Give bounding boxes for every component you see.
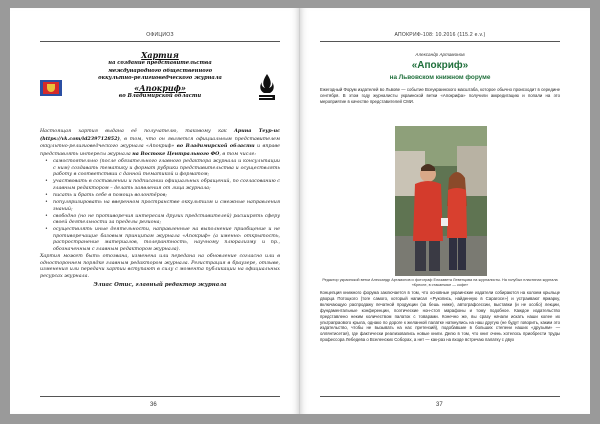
- page-number: 36: [150, 402, 157, 408]
- article-title: «Апокриф»: [411, 60, 469, 71]
- charter-line: во Владимирской области: [118, 92, 202, 99]
- article-intro: Ежегодный Форум издателей во Львове — событие Всеукраинского масштаба, которое обычно происходит в середине сентября. В этом году журналисты украинской ветки «Апокрифа» получили аккредитацию и попали на это мероприятие в качестве представителей СМИ.: [320, 87, 560, 104]
- article-subtitle: на Львовском книжном форуме: [389, 74, 491, 81]
- charter-line: оккультно-религиоведческого журнала: [98, 75, 222, 82]
- forum-photo: [395, 126, 487, 276]
- charter-journal-name: «Апокриф»: [134, 82, 186, 93]
- right-page: [300, 8, 590, 414]
- list-item: • популяризировать на вверенном пространстве оккультизм и смежные направления знаний;: [44, 200, 280, 213]
- region-area: на Востоке Центрального ФО: [132, 150, 220, 157]
- charter-body: [40, 128, 280, 289]
- running-head: АПОКРИФ-108: 10.2016 (115.2 e.v.): [394, 32, 486, 38]
- region-name: во Владимирской области: [176, 143, 255, 150]
- left-page: [10, 8, 300, 414]
- list-item: • самостоятельно (после обязательного главного редактора журнала и консультации с ним) создавать тематику и формат рубрики представительства и осуществлять работу в соответствии с данной тематикой и форматом;: [44, 159, 280, 179]
- charter-closing: Хартия может быть отозвана, изменена или передана на обновление согласно или в одностороннем порядке главным редактором журнала. Регистрация в браузере, отзыве, изменения или передачи хартии вступают в силу с момента публикации на официальных ресурсах журнала.: [40, 254, 280, 279]
- charter-line: на создание представительства: [108, 60, 212, 66]
- running-head: ОФИЦИОЗ: [146, 32, 174, 38]
- article-body: Концепция книжного форума заключается в том, что основные украинские издатели собираются на колоем крыльце дворца Потоцкого (тоге самого, который написал «Рукопись, найденную в Сарагосе») и устраивают ярмарку, включающую распродажу печатной продукции (за бешь ниже), автографсессии, выставки (и не особо) лекции, фундаментальные конференции, поэтические нон-стоп марафоны и тому подобное. Каждое издательство представлено неким количеством палаток с товарами. Конечно же, вы сразу начали искать наши колее их ультрапраового крыла, однако по дороге к желанной палатке наткнулись на наш другую (не будут говорить, каким это издательство, чтобы не вызывать на нас претензий), подобавшие в больших степени наших «друзьям» — оллянтисетая), где фактически реализовались новые книги. Делю в том, что книг очень хотелось приобрести труды профессора Лебедева о Вселенских Соборах, а нет — как-раз на входе встречаю палатку с двух: [320, 290, 560, 343]
- header-rule: [40, 41, 280, 42]
- rights-list: [44, 159, 280, 253]
- page-number: 37: [436, 402, 443, 408]
- charter-title: Хартия: [141, 50, 179, 60]
- header-rule: [320, 41, 560, 42]
- article-author: Александр Артамонов: [415, 52, 465, 57]
- representative-name: Арина Теур-ис (https://vk.com/id239712852): [40, 128, 280, 142]
- list-item: • участвовать в составлении и подписании официальных обращений, по согласованию с главным редактором – делать заявления от лица журнала;: [44, 179, 280, 192]
- book-spread: [10, 8, 590, 414]
- list-item: • осуществлять иные деятельности, направленные на выполнение приобщение и не противоречащие базовым принципам журнала «Апокриф» (а именно: открытость, распространение материалов, толерантность, научному плюрализму и пр., обозначенным с главным редактором журнала).: [44, 227, 280, 253]
- footer-rule: [40, 396, 280, 397]
- photo-caption: Редактор украинской ветки Александр Артамонов и фотограф Елизавета Левенцова на журналисты. На голубых пластинах журнала «Кресле, в стаканчике — кофе»: [322, 278, 558, 287]
- charter-intro: Настоящая хартия выдана её получателю, таковому как Арина Теур-ис (https://vk.com/id239712852), в том, что он является официальным представителем оккультно-религиоведческого журнала «Апокриф» во Владимирской области и вправе представлять интересы журнала на Востоке Центрального ФО, в том числе:: [40, 128, 280, 157]
- charter-title-block: [70, 50, 250, 100]
- charter-header: [40, 50, 280, 128]
- charter-line: международного общественного: [107, 67, 213, 74]
- journal-logo-icon: [256, 72, 278, 102]
- editor-signature: Элиас Отис, главный редактор журнала: [93, 281, 227, 288]
- region-flag-icon: [40, 80, 62, 96]
- list-item: • писать и брать себе в помощь волонтёров;: [44, 193, 280, 200]
- list-item: • свободно (но не противоречия интересам других представителей) расширять сферу своей деятельности за пределы региона;: [44, 214, 280, 227]
- footer-rule: [320, 396, 560, 397]
